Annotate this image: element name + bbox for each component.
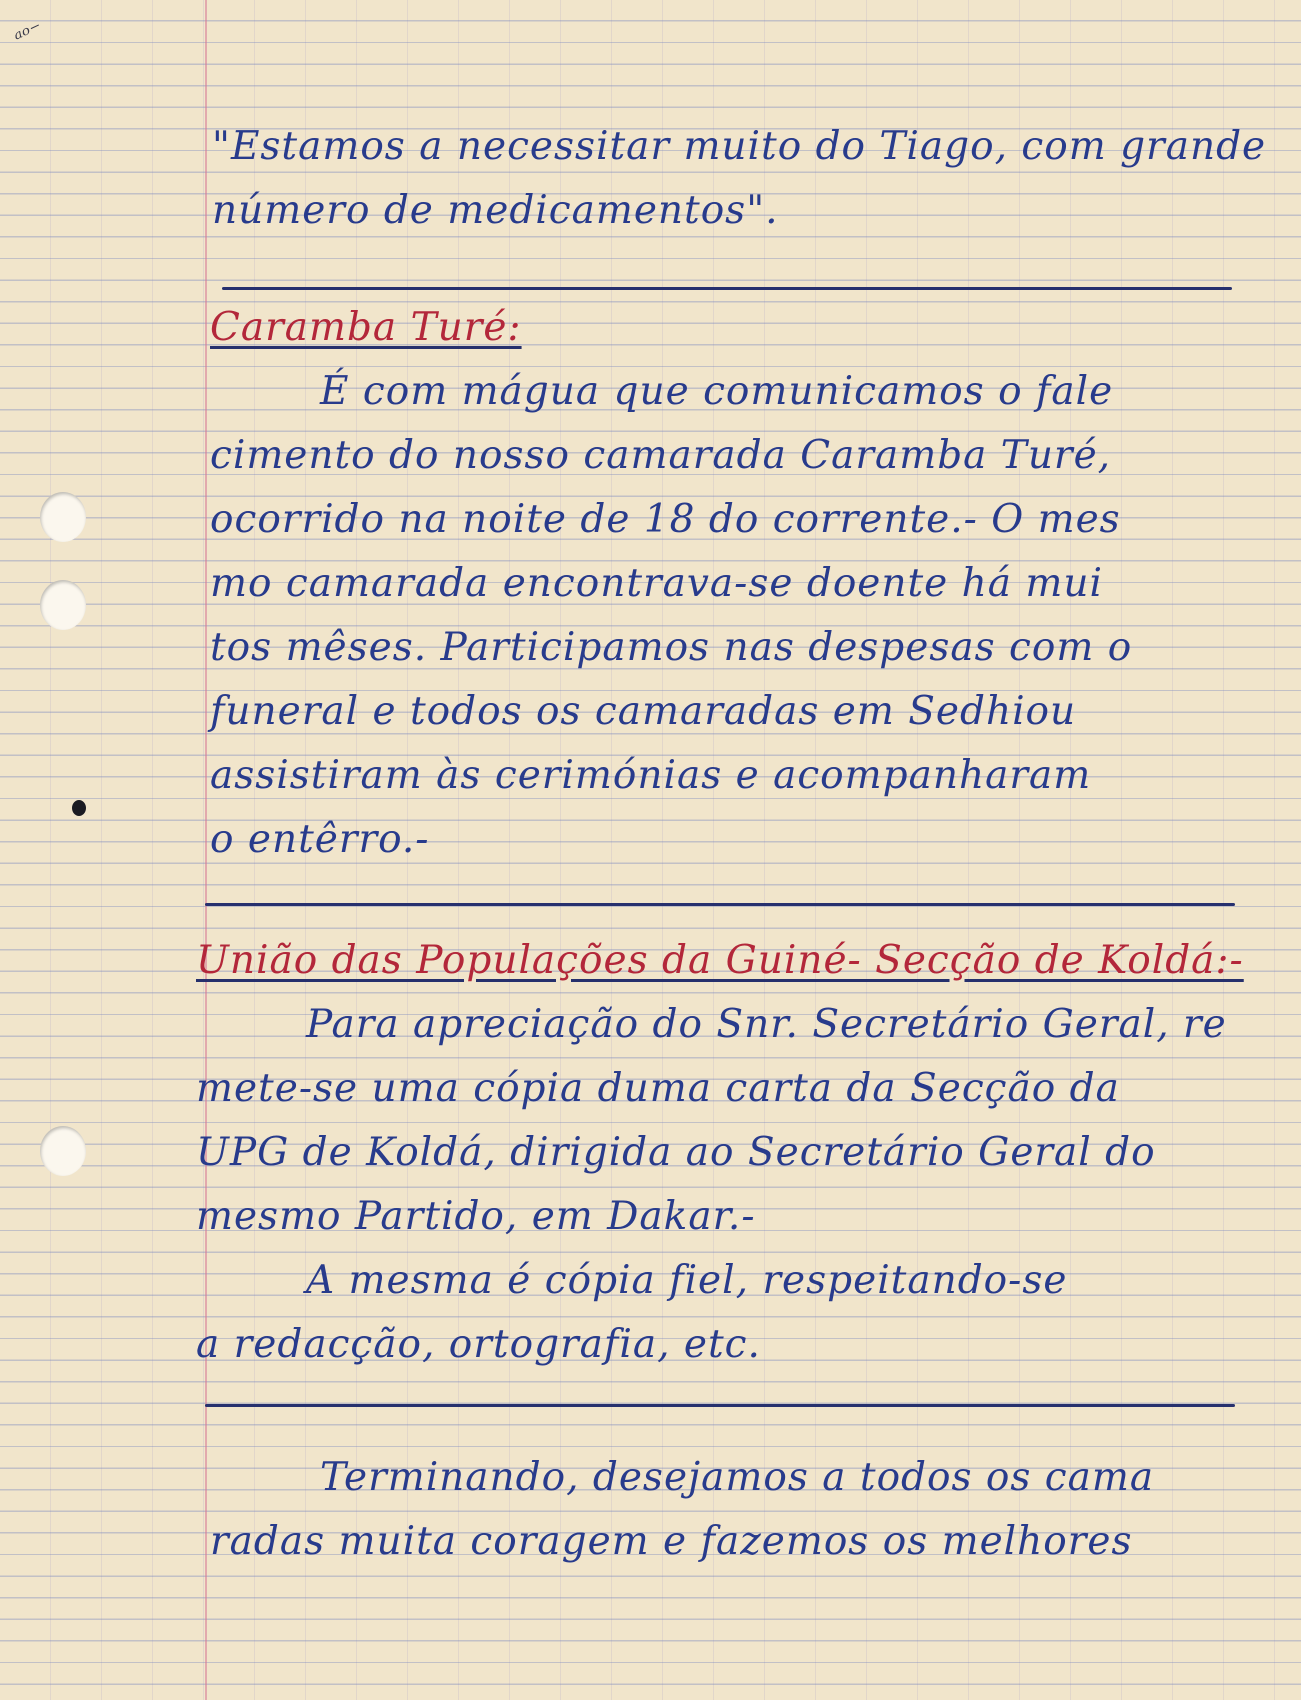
text-line: mesmo Partido, em Dakar.- bbox=[196, 1194, 756, 1239]
paragraph-quote bbox=[212, 115, 1266, 243]
corner-ink-smudge: ᵃᵒ⁻ bbox=[11, 17, 48, 52]
punch-hole bbox=[40, 492, 86, 542]
section-heading: União das Populações da Guiné- Secção de Koldá:- bbox=[196, 938, 1244, 983]
text-line: cimento do nosso camarada Caramba Turé, bbox=[210, 433, 1112, 478]
section-caramba-ture bbox=[210, 296, 1132, 872]
text-line: ocorrido na noite de 18 do corrente.- O mes bbox=[210, 497, 1121, 542]
text-line: É com mágua que comunicamos o fale bbox=[320, 369, 1114, 414]
punch-hole bbox=[40, 1126, 86, 1176]
text-line: "Estamos a necessitar muito do Tiago, com grande bbox=[212, 124, 1267, 169]
section-upg-kolda bbox=[196, 929, 1244, 1377]
margin-line bbox=[205, 0, 207, 1700]
section-divider bbox=[222, 287, 1232, 290]
text-line: mete-se uma cópia duma carta da Secção da bbox=[196, 1066, 1120, 1111]
text-line: assistiram às cerimónias e acompanharam bbox=[210, 753, 1092, 798]
text-line: funeral e todos os camaradas em Sedhiou bbox=[210, 689, 1077, 734]
ink-blot bbox=[72, 800, 86, 816]
section-divider bbox=[205, 903, 1235, 906]
text-line: radas muita coragem e fazemos os melhores bbox=[210, 1519, 1133, 1564]
punch-hole bbox=[40, 580, 86, 630]
text-line: UPG de Koldá, dirigida ao Secretário Geral do bbox=[196, 1130, 1156, 1175]
section-heading: Caramba Turé: bbox=[210, 305, 522, 350]
text-line: o entêrro.- bbox=[210, 817, 430, 862]
text-line: tos mêses. Participamos nas despesas com o bbox=[210, 625, 1133, 670]
text-line: Para apreciação do Snr. Secretário Geral, re bbox=[306, 1002, 1227, 1047]
text-line: Terminando, desejamos a todos os cama bbox=[320, 1455, 1155, 1500]
paragraph-closing bbox=[210, 1446, 1154, 1574]
text-line: número de medicamentos". bbox=[212, 188, 779, 233]
text-line: a redacção, ortografia, etc. bbox=[196, 1322, 761, 1367]
text-line: mo camarada encontrava-se doente há mui bbox=[210, 561, 1103, 606]
section-divider bbox=[205, 1404, 1235, 1407]
text-line: A mesma é cópia fiel, respeitando-se bbox=[306, 1258, 1068, 1303]
